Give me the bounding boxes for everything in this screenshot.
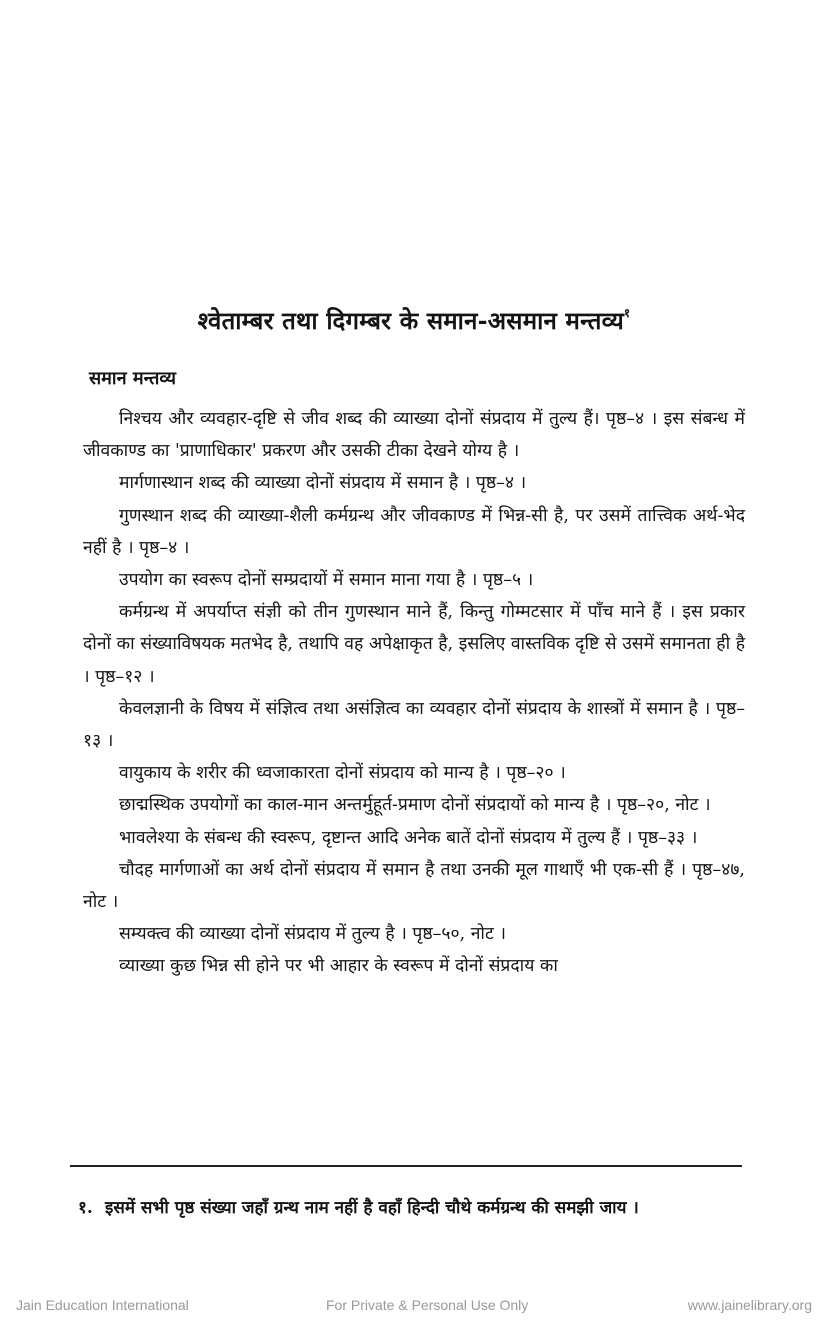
paragraph: कर्मग्रन्थ में अपर्याप्त संज्ञी को तीन गुणस्थान माने हैं, किन्तु गोम्मटसार में पाँच माने हैं । इस प्रकार दोनों का संख्याविषयक मतभेद है, तथापि वह अपेक्षाकृत है, इसलिए वास्तविक दृष्टि से उसमें समानता ही है । पृष्ठ–१२ । [83,602,745,687]
footer-publisher: Jain Education International [16,1297,189,1313]
paragraph: भावलेश्या के संबन्ध की स्वरूप, दृष्टान्त आदि अनेक बातें दोनों संप्रदाय में तुल्य हैं । पृष्ठ–३३ । [119,827,698,848]
paragraph: वायुकाय के शरीर की ध्वजाकारता दोनों संप्रदाय को मान्य है । पृष्ठ–२० । [119,763,566,784]
paragraph: व्याख्या कुछ भिन्न सी होने पर भी आहार के स्वरूप में दोनों संप्रदाय का [119,956,558,977]
section-heading: समान मन्तव्य [89,368,177,389]
page-title [83,304,745,337]
paragraph: उपयोग का स्वरूप दोनों सम्प्रदायों में समान माना गया है । पृष्ठ–५ । [119,570,534,591]
footnote-number: १. [78,1198,93,1218]
body-text [83,403,745,983]
footnote [78,1192,746,1224]
title-text: श्वेताम्बर तथा दिगम्बर के समान-असमान मन्तव्य [197,306,624,335]
footnote-divider [70,1165,742,1167]
paragraph: मार्गणास्थान शब्द की व्याख्या दोनों संप्रदाय में समान है । पृष्ठ–४ । [119,473,527,494]
footer-website-link[interactable]: www.jainelibrary.org [687,1297,812,1313]
paragraph: चौदह मार्गणाओं का अर्थ दोनों संप्रदाय में समान है तथा उनकी मूल गाथाएँ भी एक-सी हैं । पृष्ठ–४७, नोट । [83,859,745,913]
paragraph: छाद्मस्थिक उपयोगों का काल-मान अन्तर्मुहूर्त-प्रमाण दोनों संप्रदायों को मान्य है । पृष्ठ–२०, नोट । [119,795,711,816]
paragraph: निश्चय और व्यवहार-दृष्टि से जीव शब्द की व्याख्या दोनों संप्रदाय में तुल्य हैं। पृष्ठ–४ । इस संबन्ध में जीवकाण्ड का 'प्राणाधिकार' प्रकरण और उसकी टीका देखने योग्य है । [83,409,745,462]
paragraph: केवलज्ञानी के विषय में संज्ञित्व तथा असंज्ञित्व का व्यवहार दोनों संप्रदाय के शास्त्रों में समान है । पृष्ठ–१३ । [83,698,745,752]
footer-usage-note: For Private & Personal Use Only [326,1297,529,1313]
title-footnote-marker: १ [623,306,631,320]
paragraph: सम्यक्त्व की व्याख्या दोनों संप्रदाय में तुल्य है । पृष्ठ–५०, नोट । [119,924,506,945]
footnote-text: इसमें सभी पृष्ठ संख्या जहाँ ग्रन्थ नाम नहीं है वहाँ हिन्दी चौथे कर्मग्रन्थ की समझी जाय । [105,1198,639,1218]
paragraph: गुणस्थान शब्द की व्याख्या-शैली कर्मग्रन्थ और जीवकाण्ड में भिन्न-सी है, पर उसमें तात्त्विक अर्थ-भेद नहीं है । पृष्ठ–४ । [83,505,745,558]
